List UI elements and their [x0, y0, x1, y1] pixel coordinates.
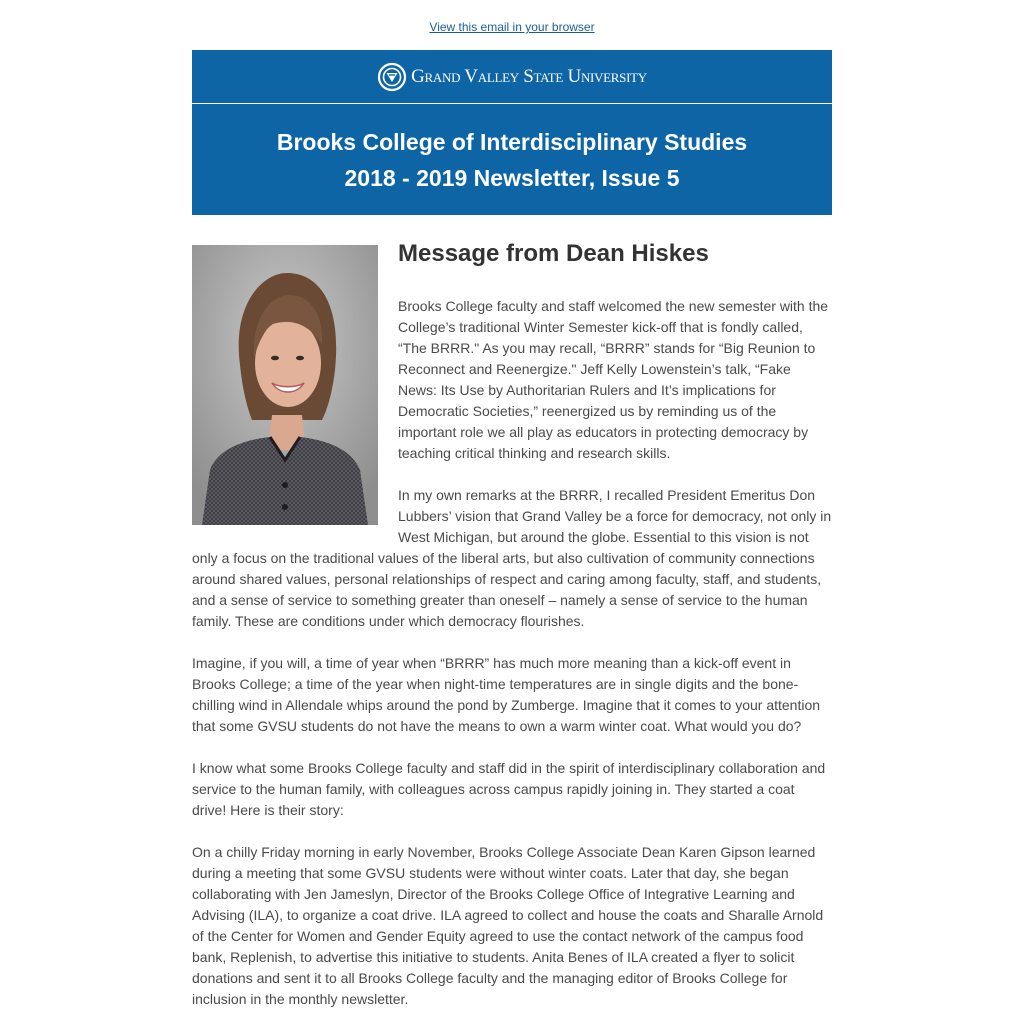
dean-photo	[192, 245, 378, 525]
article	[192, 240, 832, 1010]
view-in-browser-link[interactable]: View this email in your browser	[429, 20, 595, 34]
newsletter-title: Brooks College of Interdisciplinary Studies	[276, 128, 748, 155]
title-banner	[192, 104, 832, 215]
email-container	[192, 50, 832, 1031]
logo-text: Grand Valley State University	[411, 65, 647, 87]
newsletter-issue: 2018 - 2019 Newsletter, Issue 5	[344, 164, 680, 191]
dean-portrait-image	[192, 245, 378, 525]
gvsu-logo[interactable]	[377, 62, 647, 92]
article-heading: Message from Dean Hiskes	[398, 240, 709, 267]
article-paragraph: In my own remarks at the BRRR, I recalled President Emeritus Don Lubbers’ vision that Grand Valley be a force for democracy, not only in West Michigan, but around the globe. Essential to this vision is not only a focus on the traditional values of the liberal arts, but also cultivation of community connections around shared values, personal relationships of respect and caring among faculty, staff, and students, and a sense of service to something greater than oneself – namely a sense of service to the human family. These are conditions under which democracy flourishes.	[192, 487, 832, 629]
gvsu-seal-icon	[377, 62, 407, 92]
article-paragraph: Imagine, if you will, a time of year when “BRRR” has much more meaning than a kick-off event in Brooks College; a time of the year when night-time temperatures are in single digits and the bone-chilling wind in Allendale whips around the pond by Zumberge. Imagine that it comes to your attention that some GVSU students do not have the means to own a warm winter coat. What would you do?	[192, 655, 821, 734]
article-paragraph: Brooks College faculty and staff welcomed the new semester with the College’s traditional Winter Semester kick-off that is fondly called, “The BRRR." As you may recall, “BRRR” stands for “Big Reunion to Reconnect and Reenergize." Jeff Kelly Lowenstein’s talk, “Fake News: Its Use by Authoritarian Rulers and It’s implications for Democratic Societies,” reenergized us by reminding us of the important role we all play as educators in protecting democracy by teaching critical thinking and research skills.	[398, 298, 829, 461]
article-paragraph: I know what some Brooks College faculty and staff did in the spirit of interdisciplinary collaboration and service to the human family, with colleagues across campus rapidly joining in. They started a coat drive! Here is their story:	[192, 760, 826, 818]
article-paragraph: On a chilly Friday morning in early November, Brooks College Associate Dean Karen Gipson learned during a meeting that some GVSU students were without winter coats. Later that day, she began collaborating with Jen Jameslyn, Director of the Brooks College Office of Integrative Learning and Advising (ILA), to organize a coat drive. ILA agreed to collect and house the coats and Sharalle Arnold of the Center for Women and Gender Equity agreed to use the contact network of the campus food bank, Replenish, to advertise this initiative to students. Anita Benes of ILA created a flyer to solicit donations and sent it to all Brooks College faculty and the managing editor of Brooks College for inclusion in the monthly newsletter.	[192, 844, 824, 1007]
preheader	[0, 20, 1024, 34]
logo-bar	[192, 50, 832, 104]
